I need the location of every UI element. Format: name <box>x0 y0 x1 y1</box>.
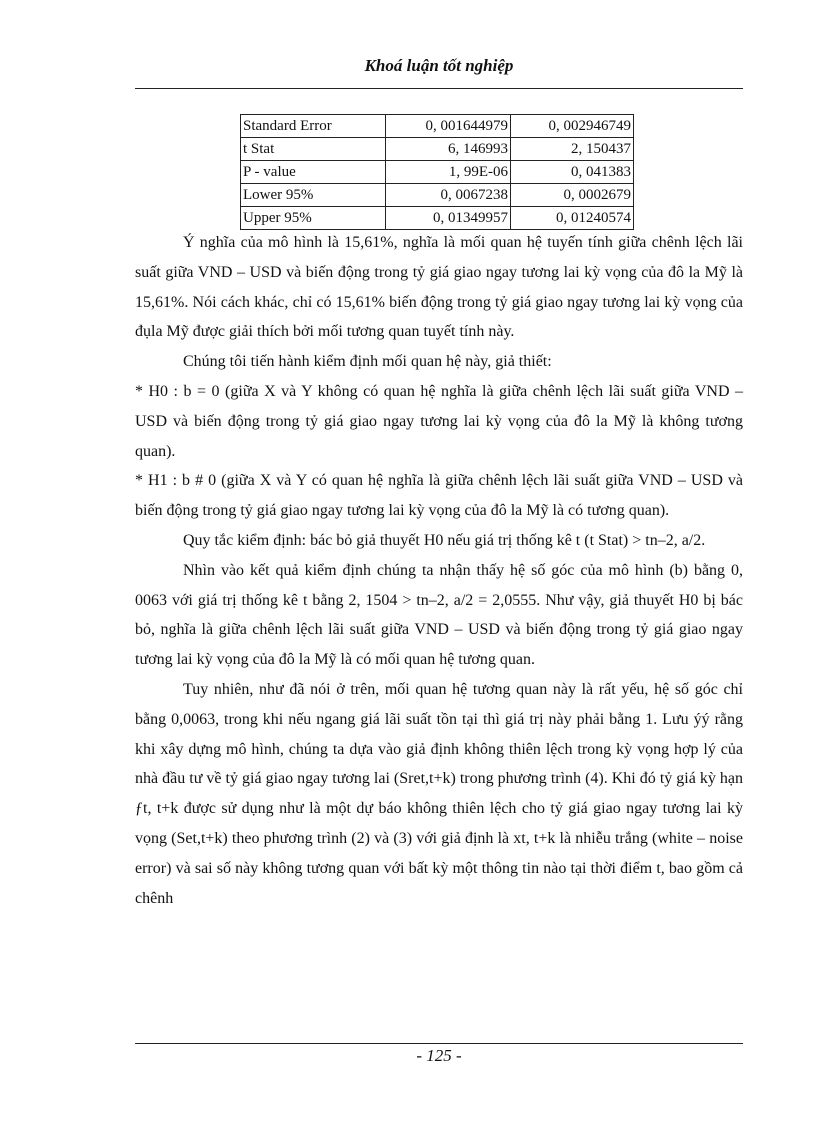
row-label: Upper 95% <box>241 207 386 230</box>
paragraph: Nhìn vào kết quả kiểm định chúng ta nhận thấy hệ số góc của mô hình (b) bằng 0, 0063 với giá trị thống kê t bằng 2, 1504 > tn–2, a/2 = 2,0555. Như vậy, giả thuyết H0 bị bác bỏ, nghĩa là giữa chênh lệch lãi suất giữa VND – USD và biến động trong tỷ giá giao ngay tương lai kỳ vọng của đô la Mỹ là có mối quan hệ tương quan. <box>135 561 743 669</box>
table-row <box>241 161 634 184</box>
regression-stats-table <box>240 114 634 230</box>
table-row <box>241 207 634 230</box>
row-label: Lower 95% <box>241 184 386 207</box>
page-header-title: Khoá luận tốt nghiệp <box>364 56 514 75</box>
paragraph: Tuy nhiên, như đã nói ở trên, mối quan hệ tương quan này là rất yếu, hệ số góc chỉ bằng 0,0063, trong khi nếu ngang giá lãi suất tồn tại thì giá trị này phải bằng 1. Lưu ýý rằng khi xây dựng mô hình, chúng ta dựa vào giả định không thiên lệch trong kỳ vọng hợp lý của nhà đầu tư về tỷ giá giao ngay tương lai (Sret,t+k) trong phương trình (4). Khi đó tỷ giá kỳ hạn ƒt, t+k được sử dụng như là một dự báo không thiên lệch cho tỷ giá giao ngay tương lai kỳ vọng (Set,t+k) theo phương trình (2) và (3) với giả định là xt, t+k là nhiễu trắng (white – noise error) và sai số này không tương quan với bất kỳ một thông tin nào tại thời điểm t, bao gồm cả chênh <box>135 680 743 907</box>
value-cell: 1, 99E-06 <box>386 161 511 184</box>
value-cell: 6, 146993 <box>386 138 511 161</box>
paragraph: * H0 : b = 0 (giữa X và Y không có quan hệ nghĩa là giữa chênh lệch lãi suất giữa VND – USD và biến động trong tỷ giá giao ngay tương lai kỳ vọng của đô la Mỹ là không tương quan). <box>135 382 743 460</box>
table-row <box>241 115 634 138</box>
value-cell: 0, 0067238 <box>386 184 511 207</box>
value-cell: 0, 01240574 <box>511 207 634 230</box>
footer-rule <box>135 1043 743 1044</box>
paragraph: * H1 : b # 0 (giữa X và Y có quan hệ nghĩa là giữa chênh lệch lãi suất giữa VND – USD và biến động trong tỷ giá giao ngay tương lai kỳ vọng của đô la Mỹ là có tương quan). <box>135 472 743 520</box>
paragraph: Chúng tôi tiến hành kiểm định mối quan hệ này, giả thiết: <box>183 353 552 371</box>
table-row <box>241 138 634 161</box>
row-label: P - value <box>241 161 386 184</box>
page-number: - 125 - <box>416 1046 462 1065</box>
row-label: t Stat <box>241 138 386 161</box>
value-cell: 0, 001644979 <box>386 115 511 138</box>
paragraph: Quy tắc kiểm định: bác bỏ giả thuyết H0 nếu giá trị thống kê t (t Stat) > tn–2, a/2. <box>183 531 706 549</box>
table-row <box>241 184 634 207</box>
value-cell: 0, 041383 <box>511 161 634 184</box>
value-cell: 0, 0002679 <box>511 184 634 207</box>
body-text <box>135 228 743 913</box>
value-cell: 0, 01349957 <box>386 207 511 230</box>
value-cell: 2, 150437 <box>511 138 634 161</box>
header-rule <box>135 88 743 89</box>
row-label: Standard Error <box>241 115 386 138</box>
value-cell: 0, 002946749 <box>511 115 634 138</box>
paragraph: Ý nghĩa của mô hình là 15,61%, nghĩa là mối quan hệ tuyến tính giữa chênh lệch lãi suất giữa VND – USD và biến động trong tỷ giá giao ngay tương lai kỳ vọng của đô la Mỹ là 15,61%. Nói cách khác, chỉ có 15,61% biến động trong tỷ giá giao ngay tương lai kỳ vọng của đụla Mỹ được giải thích bởi mối tương quan tuyết tính này. <box>135 234 743 341</box>
